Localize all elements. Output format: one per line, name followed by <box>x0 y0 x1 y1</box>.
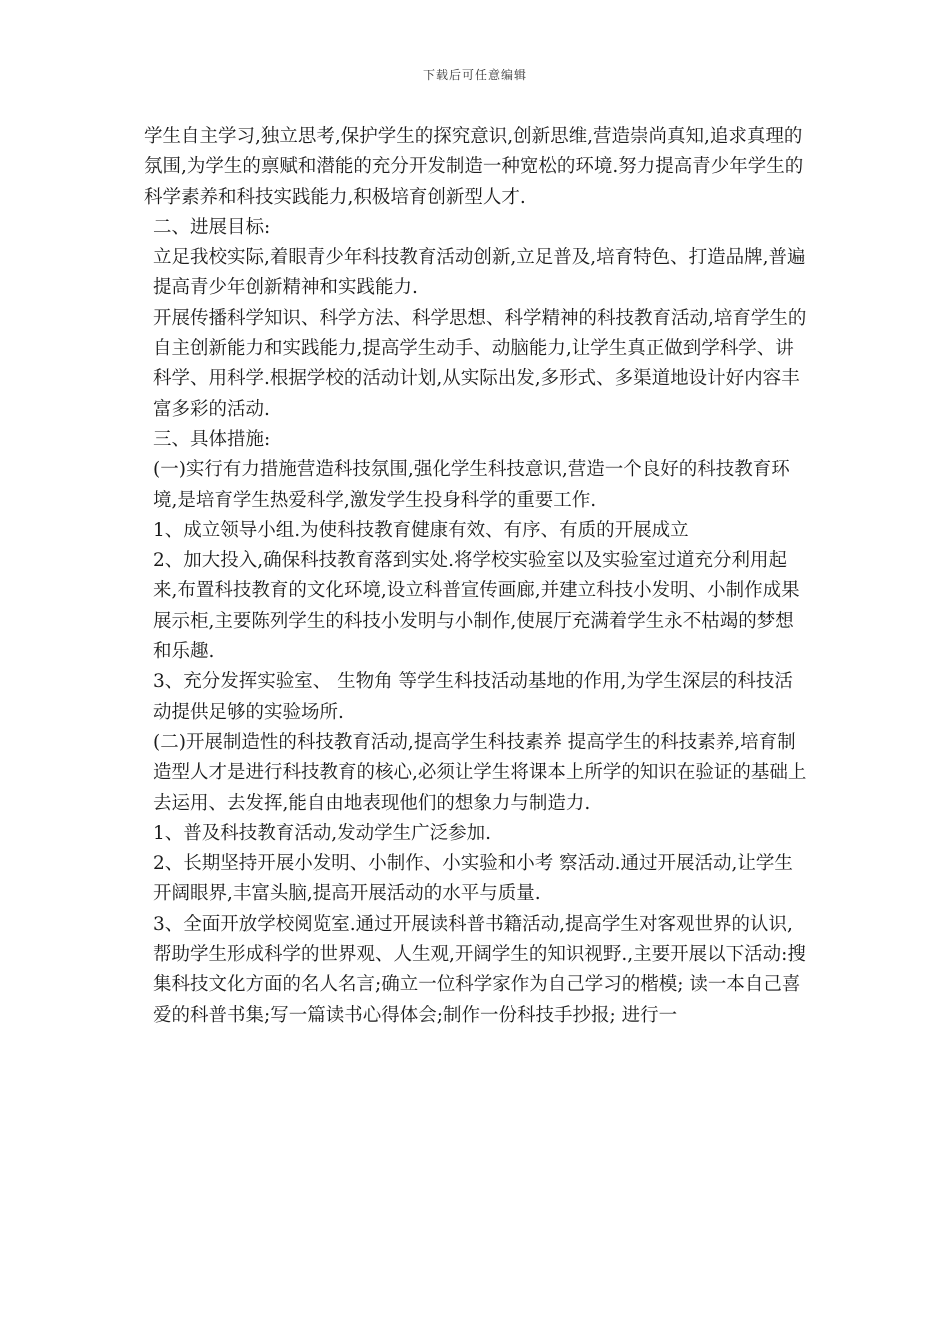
document-body <box>144 122 808 1031</box>
paragraph-measure-2-2: 2、长期坚持开展小发明、小制作、小实验和小考 察活动.通过开展活动,让学生开阔眼界,丰富头脑,提高开展活动的水平与质量. <box>153 853 793 905</box>
paragraph-measure-1-3: 3、充分发挥实验室、 生物角 等学生科技活动基地的作用,为学生深层的科技活动提供足够的实验场所. <box>153 671 793 723</box>
page-header: 下载后可任意编辑 <box>422 68 527 82</box>
paragraph-measure-2-1: 1、普及科技教育活动,发动学生广泛参加. <box>153 822 492 844</box>
paragraph-measure-1-2: 2、加大投入,确保科技教育落到实处.将学校实验室以及实验室过道充分利用起来,布置科技教育的文化环境,设立科普宣传画廊,并建立科技小发明、小制作成果展示柜,主要陈列学生的科技小发明与小制作,使展厅充满着学生永不枯竭的梦想和乐趣. <box>153 550 800 663</box>
paragraph-measure-2-3: 3、全面开放学校阅览室.通过开展读科普书籍活动,提高学生对客观世界的认识,帮助学生形成科学的世界观、人生观,开阔学生的知识视野.,主要开展以下活动:搜集科技文化方面的名人名言;确立一位科学家作为自己学习的楷模; 读一本自己喜爱的科普书集;写一篇读书心得体会;制作一份科技手抄报; 进行一 <box>153 913 806 1026</box>
paragraph-intro-continued: 学生自主学习,独立思考,保护学生的探究意识,创新思维,营造崇尚真知,追求真理的氛围,为学生的禀赋和潜能的充分开发制造一种宽松的环境.努力提高青少年学生的科学素养和科技实践能力,积极培育创新型人才. <box>144 126 804 208</box>
paragraph-goals-1: 立足我校实际,着眼青少年科技教育活动创新,立足普及,培育特色、打造品牌,普遍提高青少年创新精神和实践能力. <box>153 247 806 299</box>
paragraph-measure-part-2: (二)开展制造性的科技教育活动,提高学生科技素养 提高学生的科技素养,培育制造型人才是进行科技教育的核心,必须让学生将课本上所学的知识在验证的基础上去运用、去发挥,能自由地表现他们的想象力与制造力. <box>153 731 807 814</box>
section-heading-goals: 二、进展目标: <box>153 216 271 238</box>
paragraph-goals-2: 开展传播科学知识、科学方法、科学思想、科学精神的科技教育活动,培育学生的自主创新能力和实践能力,提高学生动手、动脑能力,让学生真正做到学科学、讲科学、用科学.根据学校的活动计划,从实际出发,多形式、多渠道地设计好内容丰富多彩的活动. <box>153 307 807 420</box>
paragraph-measure-part-1: (一)实行有力措施营造科技氛围,强化学生科技意识,营造一个良好的科技教育环境,是培育学生热爱科学,激发学生投身科学的重要工作. <box>153 459 790 511</box>
paragraph-measure-1-1: 1、成立领导小组.为使科技教育健康有效、有序、有质的开展成立 <box>153 519 689 541</box>
section-heading-measures: 三、具体措施: <box>153 428 271 450</box>
